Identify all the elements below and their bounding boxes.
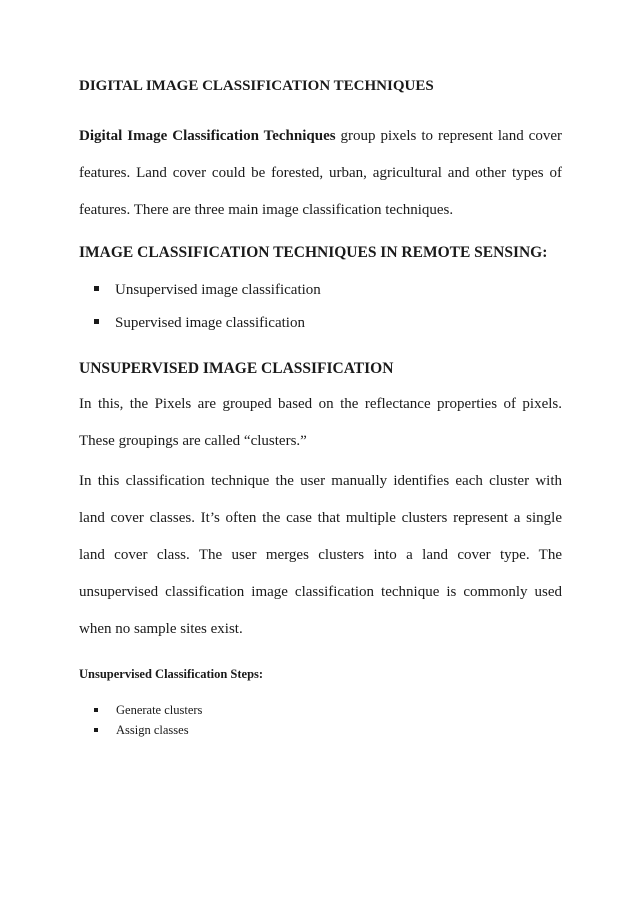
list-item bbox=[94, 307, 321, 340]
square-bullet-icon bbox=[94, 319, 99, 324]
unsupervised-paragraph-1: In this, the Pixels are grouped based on the reflectance properties of pixels. These groupings are called “clusters.” bbox=[79, 396, 562, 449]
list-item-label: Assign classes bbox=[116, 723, 189, 737]
list-item-label: Generate clusters bbox=[116, 703, 203, 717]
square-bullet-icon bbox=[94, 728, 98, 732]
list-item-label: Unsupervised image classification bbox=[115, 282, 321, 298]
steps-list bbox=[94, 700, 202, 740]
intro-text: group pixels to represent land cover features. Land cover could be forested, urban, agricultural and other types of features. There are three main image classification techniques. bbox=[79, 128, 562, 218]
list-item bbox=[94, 720, 202, 740]
section-heading-unsupervised: UNSUPERVISED IMAGE CLASSIFICATION bbox=[79, 360, 394, 377]
document-title: DIGITAL IMAGE CLASSIFICATION TECHNIQUES bbox=[79, 78, 434, 94]
list-item-label: Supervised image classification bbox=[115, 315, 305, 331]
unsupervised-paragraph-2: In this classification technique the user manually identifies each cluster with land cover classes. It’s often the case that multiple clusters represent a single land cover class. The user merges clusters into a land cover type. The unsupervised classification image classification technique is commonly used when no sample sites exist. bbox=[79, 473, 562, 637]
square-bullet-icon bbox=[94, 708, 98, 712]
list-item bbox=[94, 700, 202, 720]
section-heading-techniques: IMAGE CLASSIFICATION TECHNIQUES IN REMOTE SENSING: bbox=[79, 244, 548, 261]
intro-paragraph bbox=[79, 118, 562, 229]
steps-heading: Unsupervised Classification Steps: bbox=[79, 667, 264, 681]
intro-lead-bold: Digital Image Classification Techniques bbox=[79, 128, 336, 144]
square-bullet-icon bbox=[94, 286, 99, 291]
list-item bbox=[94, 274, 321, 307]
techniques-list bbox=[94, 274, 321, 340]
